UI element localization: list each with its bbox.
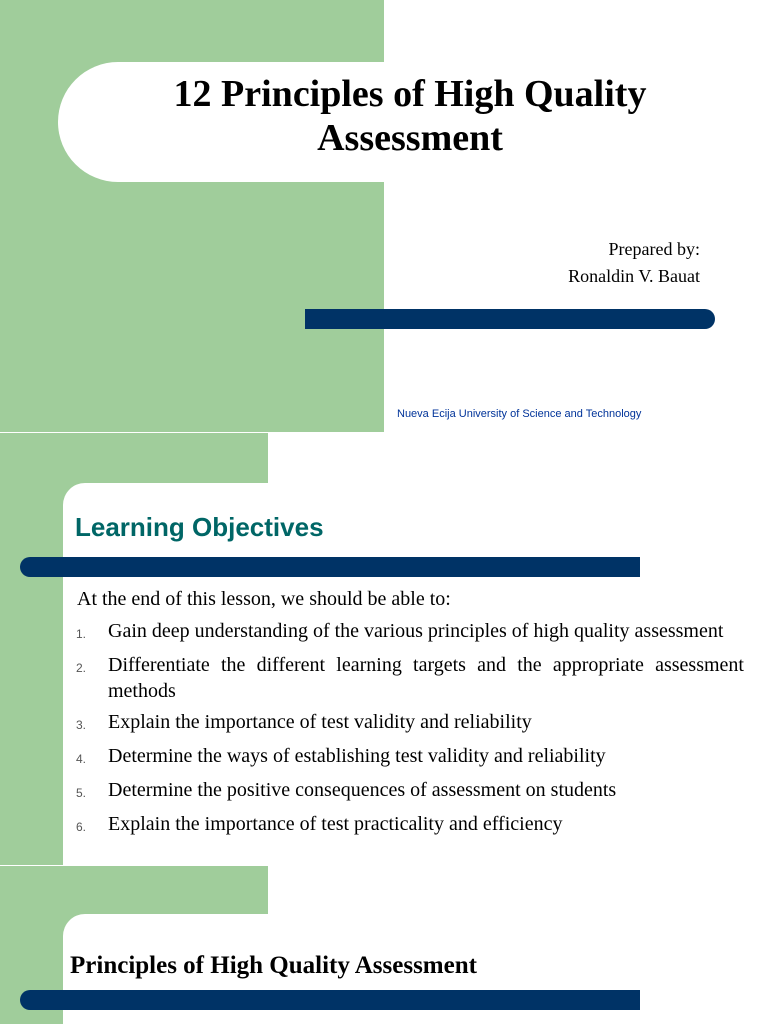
item-text: Differentiate the different learning targets and the appropriate assessment methods [108,654,744,702]
heading-underline-bar [20,557,640,577]
item-text: Explain the importance of test practicality and efficiency [108,813,563,835]
slide-title: 12 Principles of High Quality Assessment [173,73,647,159]
item-number: 1. [76,627,87,641]
item-number: 2. [76,661,87,675]
objectives-list [76,618,744,845]
title-slide [0,0,768,432]
footer-institution: Nueva Ecija University of Science and Technology [397,408,642,420]
item-number: 5. [76,786,87,800]
list-item [76,618,744,647]
objectives-intro: At the end of this lesson, we should be able to: [77,588,451,610]
list-item [76,709,744,738]
item-text: Gain deep understanding of the various principles of high quality assessment [108,620,724,642]
author-name: Ronaldin V. Bauat [568,266,700,286]
list-item [76,777,744,806]
list-item [76,743,744,772]
item-number: 4. [76,752,87,766]
item-text: Determine the positive consequences of assessment on students [108,779,617,801]
divider-bar [305,309,715,329]
prepared-label: Prepared by: [608,239,700,259]
item-number: 3. [76,718,87,732]
list-item [76,652,744,704]
list-item [76,811,744,840]
section-heading: Learning Objectives [75,512,324,542]
section-heading: Principles of High Quality Assessment [70,952,477,979]
item-number: 6. [76,820,87,834]
item-text: Explain the importance of test validity and reliability [108,711,532,733]
item-text: Determine the ways of establishing test validity and reliability [108,745,606,767]
heading-underline-bar [20,990,640,1010]
